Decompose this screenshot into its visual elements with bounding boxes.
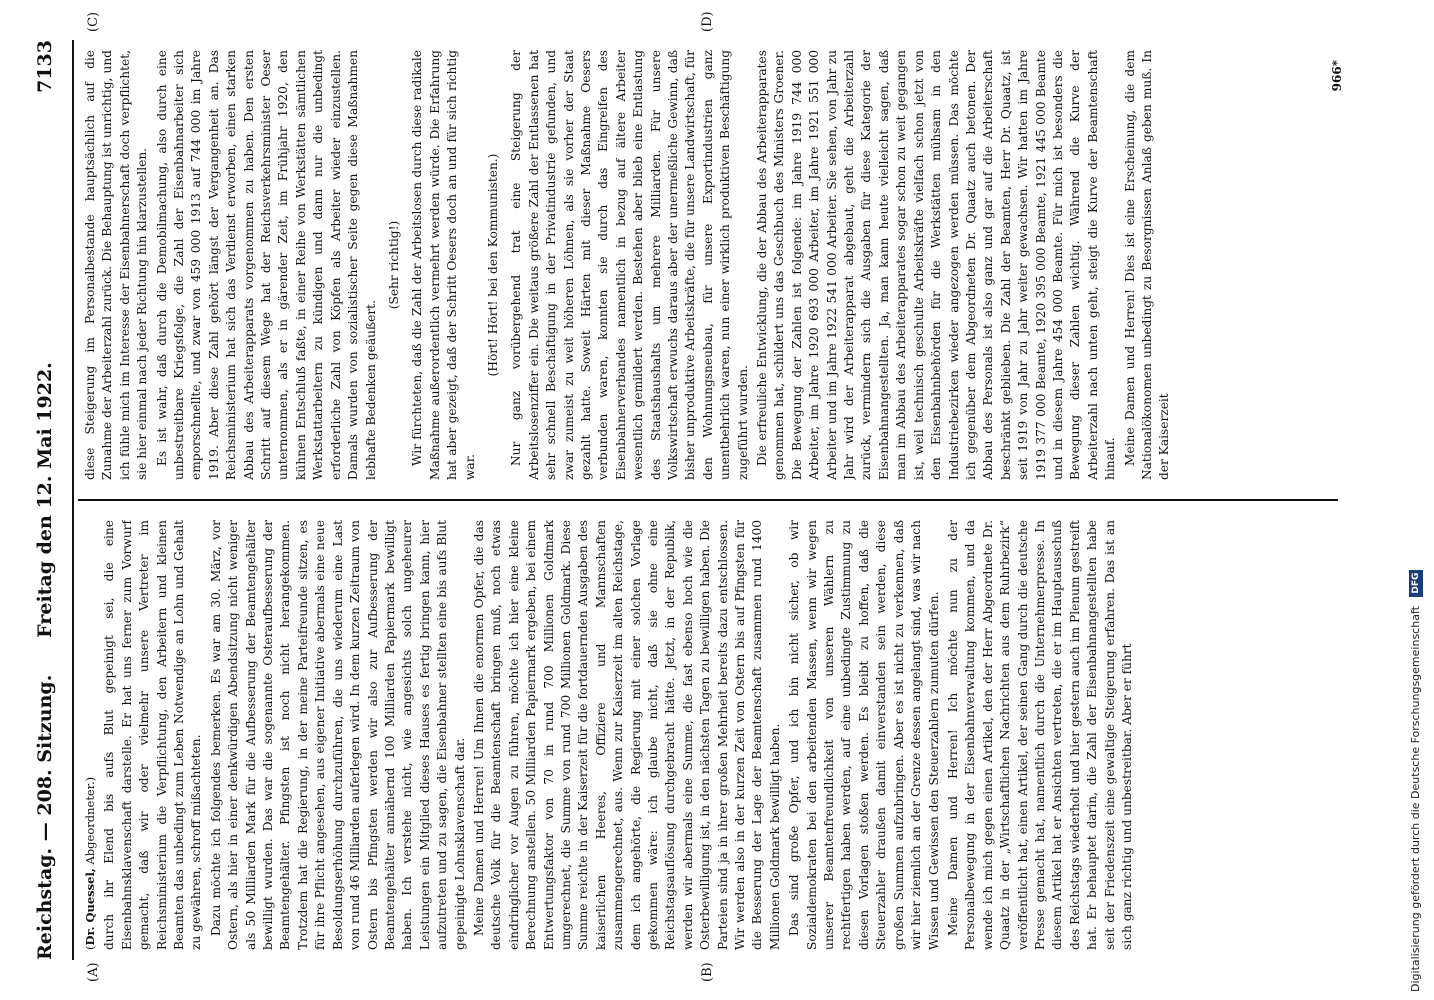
footer-page-ref: 966* [1330, 60, 1344, 92]
page-header [28, 40, 68, 960]
paragraph: Es ist wahr, daß durch die Demobilmachung, also durch eine unbestreitbare Kriegsfolge, die Zahl der Eisenbahnarbeiter sich emporschnellte, und zwar von 459 000 1913 auf 744 000 im Jahre 1919. Aber diese Zahl gehört längst der Vergangenheit an. Das Reichsministerium hat sich das Verdienst erworben, einen starken Abbau des Arbeiterapparats vorgenommen zu haben. Den ersten Schritt auf diesem Wege hat der Reichsverkehrsminister Oeser unternommen, als er in gärender Zeit, im Frühjahr 1920, den kühnen Entschluß faßte, in einer Reihe von Werkstätten sämtlichen Werkstattarbeitern zu kündigen und dann nur die unbedingt erforderliche Zahl von Köpfen als Arbeiter wieder einzustellen. Damals wurden von sozialistischer Seite gegen diese Maßnahmen lebhafte Bedenken geäußert. [154, 50, 378, 480]
paragraph: Wir fürchteten, daß die Zahl der Arbeitslosen durch diese radikale Maßnahme außerordentlich vermehrt werden würde. Die Erfahrung hat aber gezeigt, daß der Schritt Oesers doch an und für sich richtig war. [410, 50, 477, 480]
speaker-role: Abgeordneter.) [83, 776, 97, 865]
left-column [82, 520, 1332, 950]
margin-marker-c: (C) [86, 11, 101, 32]
speaker-name: Dr. Quessel, [83, 868, 97, 946]
paragraph: Das sind große Opfer, und ich bin nicht sicher, ob wir Sozialdemokraten bei den arbeitenden Massen, wenn wir wegen unserer Beamtenfreundlichkeit von unseren Wählern zu rechtfertigen haben werden, auf eine unbedingte Zustimmung zu diesen Vorlagen stoßen werden. Es bleibt zu hoffen, daß die Steuerzahler draußen damit einverstanden sein werden, diese großen Summen aufzubringen. Aber es ist nicht zu verkennen, daß wir hier ziemlich an der Grenze dessen angelangt sind, was wir nach Wissen und Gewissen den Steuerzahlern zumuten dürfen. [787, 520, 941, 950]
header-date: Freitag den 12. Mai 1922. [34, 362, 56, 638]
paragraph: diese Steigerung im Personalbestande hauptsächlich auf die Zunahme der Arbeiterzahl zurück. Die Behauptung ist unrichtig, und ich fühle mich im Interesse der Eisenbahnerschaft doch verpflichtet, sie hier einmal nach jeder Richtung hin klarzustellen. [83, 50, 150, 480]
paragraph: durch ihr Elend bis aufs Blut gepeinigt sei, die eine Eisenbahnsklavenschaft darstelle. Er hat uns ferner zum Vorwurf gemacht, daß wir oder vielmehr unsere Vertreter im Reichsministerium die Verpflichtung, den Arbeitern und kleinen Beamten das unbedingt zum Leben Notwendige an Lohn und Gehalt zu gewähren, schroff mißachteten. [102, 520, 204, 950]
header-page-number: 7133 [34, 40, 56, 93]
interjection: (Sehr richtig!) [386, 220, 401, 310]
paragraph: Die erfreuliche Entwicklung, die der Abbau des Arbeiterapparates genommen hat, schildert uns das Geschbuch des Ministers Groener. Die Bewegung der Zahlen ist folgende: im Jahre 1919 744 000 Arbeiter, im Jahre 1920 693 000 Arbeiter, im Jahre 1921 551 000 Arbeiter und im Jahre 1922 541 000 Arbeiter. Sie sehen, von Jahr zu Jahr wird der Arbeiterapparat abgebaut, geht die Arbeiterzahl zurück, vermindern sich die Ausgaben für diese Kategorie der Eisenbahnangestellten. Ja, man kann heute vielleicht sagen, daß man im Abbau des Arbeiterapparates sogar schon zu weit gegangen ist, weil technisch geschulte Arbeitskräfte vielfach schon jetzt von den Eisenbahnbehörden für die Werkstätten mühsam in den Industriebezirken wieder angezogen werden müssen. Das möchte ich gegenüber dem Abgeordneten Dr. Quaatz auch betonen. Der Abbau des Personals ist also ganz und gar auf die Arbeiterschaft beschränkt geblieben. Die Zahl der Beamten, Herr Dr. Quaatz, ist seit 1919 von Jahr zu Jahr weiter gewachsen. Wir hatten im Jahre 1919 377 000 Beamte, 1920 395 000 Beamte, 1921 445 000 Beamte und in diesem Jahre 454 000 Beamte. Für mich ist besonders die Bewegung dieser Zahlen wichtig. Während die Kurve der Arbeiterzahl nach unten geht, steigt die Kurve der Beamtenschaft hinauf. [755, 50, 1118, 480]
column-divider [78, 499, 1338, 501]
margin-marker-b: (B) [700, 962, 715, 982]
right-column [82, 50, 1332, 480]
paragraph: Meine Damen und Herren! Dies ist eine Erscheinung, die dem Nationalökonomen unbedingt zu Besorgnissen Anlaß geben muß. In der Kaiserzeit [1122, 50, 1172, 480]
paragraph: Nur ganz vorübergehend trat eine Steigerung der Arbeitslosenziffer ein. Die weitaus größere Zahl der Entlassenen hat sehr schnell Beschäftigung in der Privatindustrie gefunden, und zwar zumeist zu weit höheren Löhnen, als sie vorher der Staat gezahlt hatte. Soweit Härten mit dieser Maßnahme Oesers verbunden waren, konnten sie durch das Eingreifen des Eisenbahnerverbandes namentlich in bezug auf ältere Arbeiter wesentlich gemildert werden. Bestehen aber blieb eine Entlastung des Staatshaushalts um mehrere Milliarden. Für unsere Volkswirtschaft erwuchs daraus aber der unermeßliche Gewinn, daß bisher unproduktive Arbeitskräfte, die für unsere Landwirtschaft, für den Wohnungsneubau, für unsere Exportindustrien ganz unentbehrlich waren, nun einer wirklich produktiven Beschäftigung zugeführt wurden. [509, 50, 750, 480]
digitization-credit [1405, 8, 1427, 992]
header-rule [72, 40, 74, 960]
margin-marker-a: (A) [86, 962, 101, 982]
paragraph: Meine Damen und Herren! Um Ihnen die enormen Opfer, die das deutsche Volk für die Beamtenschaft bringen muß, noch etwas eindringlicher vor Augen zu führen, möchte ich hier eine kleine Berechnung anstellen. 50 Milliarden Papiermark ergeben, bei einem Entwertungsfaktor von 70 in rund 700 Millionen Goldmark umgerechnet, die Summe von rund 700 Millionen Goldmark. Diese Summe reichte in der Kaiserzeit für die fortdauernden Ausgaben des kaiserlichen Heeres, Offiziere und Mannschaften zusammengerechnet, aus. Wenn zur Kaiserzeit im alten Reichstage, dem ich angehörte, die Regierung mit einer solchen Vorlage gekommen wäre: ich glaube nicht, daß sie ohne eine Reichstagsauflösung durchgebracht hätte. Jetzt, in der Republik, werden wir abermals eine Summe, die fast ebenso hoch wie die Osterbewilligung ist, in den nächsten Tagen zu bewilligen haben. Die Parteien sind ja in ihrer großen Mehrheit bereits dazu entschlossen. Wir werden also in der kurzen Zeit von Ostern bis auf Pfingsten für die Besserung der Lage der Beamtenschaft zusammen rund 1400 Millionen Goldmark bewilligt haben. [471, 520, 782, 950]
margin-marker-d: (D) [700, 11, 715, 32]
paragraph: Dazu möchte ich folgendes bemerken. Es war am 30. März, vor Ostern, als hier in einer denkwürdigen Abendsitzung nicht weniger als 50 Milliarden Mark für die Aufbesserung der Beamtengehälter bewilligt wurden. Das war die sogenannte Osteraufbesserung der Beamtengehälter. Pfingsten ist noch nicht herangekommen. Trotzdem hat die Regierung, in der meine Parteifreunde sitzen, es für ihre Pflicht angesehen, aus eigener Initiative abermals eine neue Besoldungserhöhung durchzuführen, die uns wiederum eine Last von rund 46 Milliarden auferlegen wird. In dem kurzen Zeitraum von Ostern bis Pfingsten werden wir also zur Aufbesserung der Beamtengehälter annähernd 100 Milliarden Papiermark bewilligt haben. Ich verstehe nicht, wie angesichts solch ungeheurer Leistungen ein Mitglied dieses Hauses es fertig bringen kann, hier aufzutreten und zu sagen, die Eisenbahner stellten eine bis aufs Blut gepeinigte Lohnsklavenschaft dar. [208, 520, 467, 950]
speaker-line: (Dr. Quessel, Abgeordneter.) [83, 776, 97, 950]
interjection: (Hört! Hört! bei den Kommunisten.) [485, 153, 500, 377]
credit-text: Digitalisierung gefördert durch die Deutsche Forschungsgemeinschaft [1409, 606, 1422, 992]
header-session: Reichstag. — 208. Sitzung. [34, 674, 56, 960]
paragraph: Meine Damen und Herren! Ich möchte nun zu der Personalbewegung in der Eisenbahnverwaltung kommen, und da wende ich mich gegen einen Artikel, den der Herr Abgeordnete Dr. Quaatz in der „Wirtschaftlichen Nachrichten aus dem Ruhrbezirk“ veröffentlicht hat, einen Artikel, der seinen Gang durch die deutsche Presse gemacht hat, namentlich durch die Unternehmerpresse. In diesem Artikel hat er Ansichten vertreten, die er im Hauptausschuß des Reichstags wiederholt und hier gestern auch im Plenum gestreift hat. Er behauptet darin, die Zahl der Eisenbahnangestellten habe seit der Friedenszeit eine gewaltige Steigerung erfahren. Das ist an sich ganz richtig und unbestreitbar. Aber er führt [945, 520, 1134, 950]
dfg-logo: DFG [1409, 570, 1423, 597]
